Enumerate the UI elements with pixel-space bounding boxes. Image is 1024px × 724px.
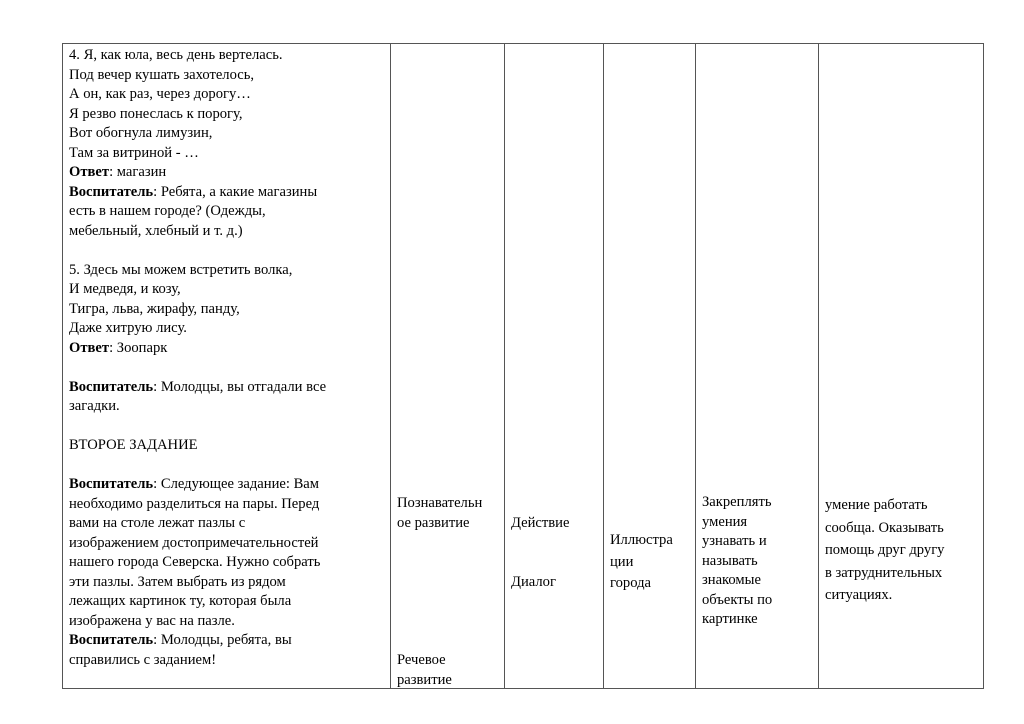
- text-line: [69, 261, 386, 281]
- line-text: : Зоопарк: [109, 339, 168, 356]
- text-line: [69, 495, 386, 515]
- line-text: Я резво понеслась к порогу,: [69, 105, 243, 122]
- text-line: [69, 339, 386, 359]
- blank-line: [69, 417, 386, 437]
- text-line: сообща. Оказывать: [825, 519, 944, 536]
- activity-form-action: Действие: [511, 515, 570, 531]
- line-text: загадки.: [69, 398, 120, 414]
- text-line: [69, 300, 386, 320]
- line-text: ВТОРОЕ ЗАДАНИЕ: [69, 437, 198, 453]
- text-line: [69, 378, 386, 398]
- speaker-label: Ответ: [69, 164, 110, 180]
- line-text: эти пазлы. Затем выбрать из рядом: [69, 573, 286, 590]
- text-line: [69, 85, 386, 105]
- outcomes-cell: [819, 44, 984, 689]
- text-line: объекты по: [702, 591, 773, 608]
- text-line: картинке: [702, 611, 758, 627]
- text-line: [69, 66, 386, 86]
- speaker-label: Воспитатель: [69, 183, 154, 200]
- text-line: Иллюстра: [610, 532, 673, 548]
- text-line: [69, 397, 386, 417]
- text-line: знакомые: [702, 572, 761, 588]
- line-text: Под вечер кушать захотелось,: [69, 66, 255, 83]
- educational-area-cell: [391, 44, 505, 689]
- text-line: [69, 183, 386, 203]
- text-line: [69, 612, 386, 632]
- line-text: И медведя, и козу,: [69, 281, 181, 297]
- line-text: : Молодцы, вы отгадали все: [153, 378, 327, 395]
- speaker-label: Воспитатель: [69, 632, 154, 648]
- speaker-label: Воспитатель: [69, 378, 154, 395]
- line-text: : магазин: [109, 164, 167, 180]
- text-line: Речевое: [397, 652, 446, 668]
- text-line: [69, 124, 386, 144]
- line-text: : Ребята, а какие магазины: [153, 183, 318, 200]
- line-text: справились с заданием!: [69, 651, 217, 668]
- text-line: [69, 514, 386, 534]
- line-text: 4. Я, как юла, весь день вертелась.: [69, 47, 283, 63]
- text-line: ции: [610, 553, 634, 570]
- blank-line: [69, 456, 386, 476]
- activity-form-dialog: Диалог: [511, 574, 556, 590]
- activity-form-cell: [505, 44, 604, 689]
- text-line: развитие: [397, 671, 452, 688]
- text-line: [69, 202, 386, 222]
- activity-content-cell: [63, 44, 391, 689]
- text-line: узнавать и: [702, 533, 767, 549]
- text-line: [69, 475, 386, 495]
- text-line: [69, 651, 386, 671]
- text-line: Познавательн: [397, 495, 483, 511]
- text-line: [69, 631, 386, 651]
- text-line: [69, 592, 386, 612]
- line-text: изображена у вас на пазле.: [69, 612, 235, 629]
- text-line: умения: [702, 513, 748, 530]
- text-line: [69, 573, 386, 593]
- text-line: ое развитие: [397, 514, 470, 531]
- text-line: [69, 534, 386, 554]
- line-text: Тигра, льва, жирафу, панду,: [69, 300, 240, 317]
- text-line: [69, 553, 386, 573]
- educational-area-speech: [397, 651, 500, 690]
- line-text: изображением достопримечательностей: [69, 534, 319, 551]
- text-line: города: [610, 575, 651, 591]
- table-row: [63, 44, 984, 689]
- speaker-label: Воспитатель: [69, 476, 154, 492]
- outcomes-text: [825, 494, 979, 607]
- materials-cell: [604, 44, 696, 689]
- line-text: мебельный, хлебный и т. д.): [69, 222, 243, 239]
- text-line: [69, 222, 386, 242]
- text-line: [69, 46, 386, 66]
- goals-cell: [696, 44, 819, 689]
- text-line: умение работать: [825, 497, 928, 513]
- text-line: называть: [702, 552, 758, 569]
- line-text: : Следующее задание: Вам: [153, 476, 320, 492]
- lesson-plan-table: [62, 43, 984, 689]
- text-line: помощь друг другу: [825, 542, 945, 558]
- line-text: 5. Здесь мы можем встретить волка,: [69, 261, 293, 278]
- text-line: в затруднительных: [825, 564, 943, 581]
- line-text: А он, как раз, через дорогу…: [69, 86, 251, 102]
- text-line: [69, 280, 386, 300]
- text-line: [69, 144, 386, 164]
- blank-line: [69, 358, 386, 378]
- text-line: [69, 105, 386, 125]
- line-text: Там за витриной - …: [69, 144, 199, 161]
- line-text: Вот обогнула лимузин,: [69, 125, 213, 141]
- text-line: [69, 319, 386, 339]
- line-text: вами на столе лежат пазлы с: [69, 515, 246, 531]
- line-text: необходимо разделиться на пары. Перед: [69, 495, 320, 512]
- goals-text: [702, 493, 814, 630]
- text-line: [69, 163, 386, 183]
- text-line: [69, 436, 386, 456]
- blank-line: [69, 241, 386, 261]
- line-text: Даже хитрую лису.: [69, 320, 187, 336]
- line-text: : Молодцы, ребята, вы: [153, 632, 292, 648]
- speaker-label: Ответ: [69, 339, 110, 356]
- activity-content-text: [69, 46, 386, 670]
- educational-area-cognitive: [397, 494, 500, 533]
- text-line: ситуациях.: [825, 587, 893, 603]
- materials-text: [610, 530, 691, 595]
- line-text: нашего города Северска. Нужно собрать: [69, 554, 321, 570]
- line-text: есть в нашем городе? (Одежды,: [69, 203, 266, 219]
- line-text: лежащих картинок ту, которая была: [69, 593, 292, 609]
- text-line: Закреплять: [702, 494, 772, 510]
